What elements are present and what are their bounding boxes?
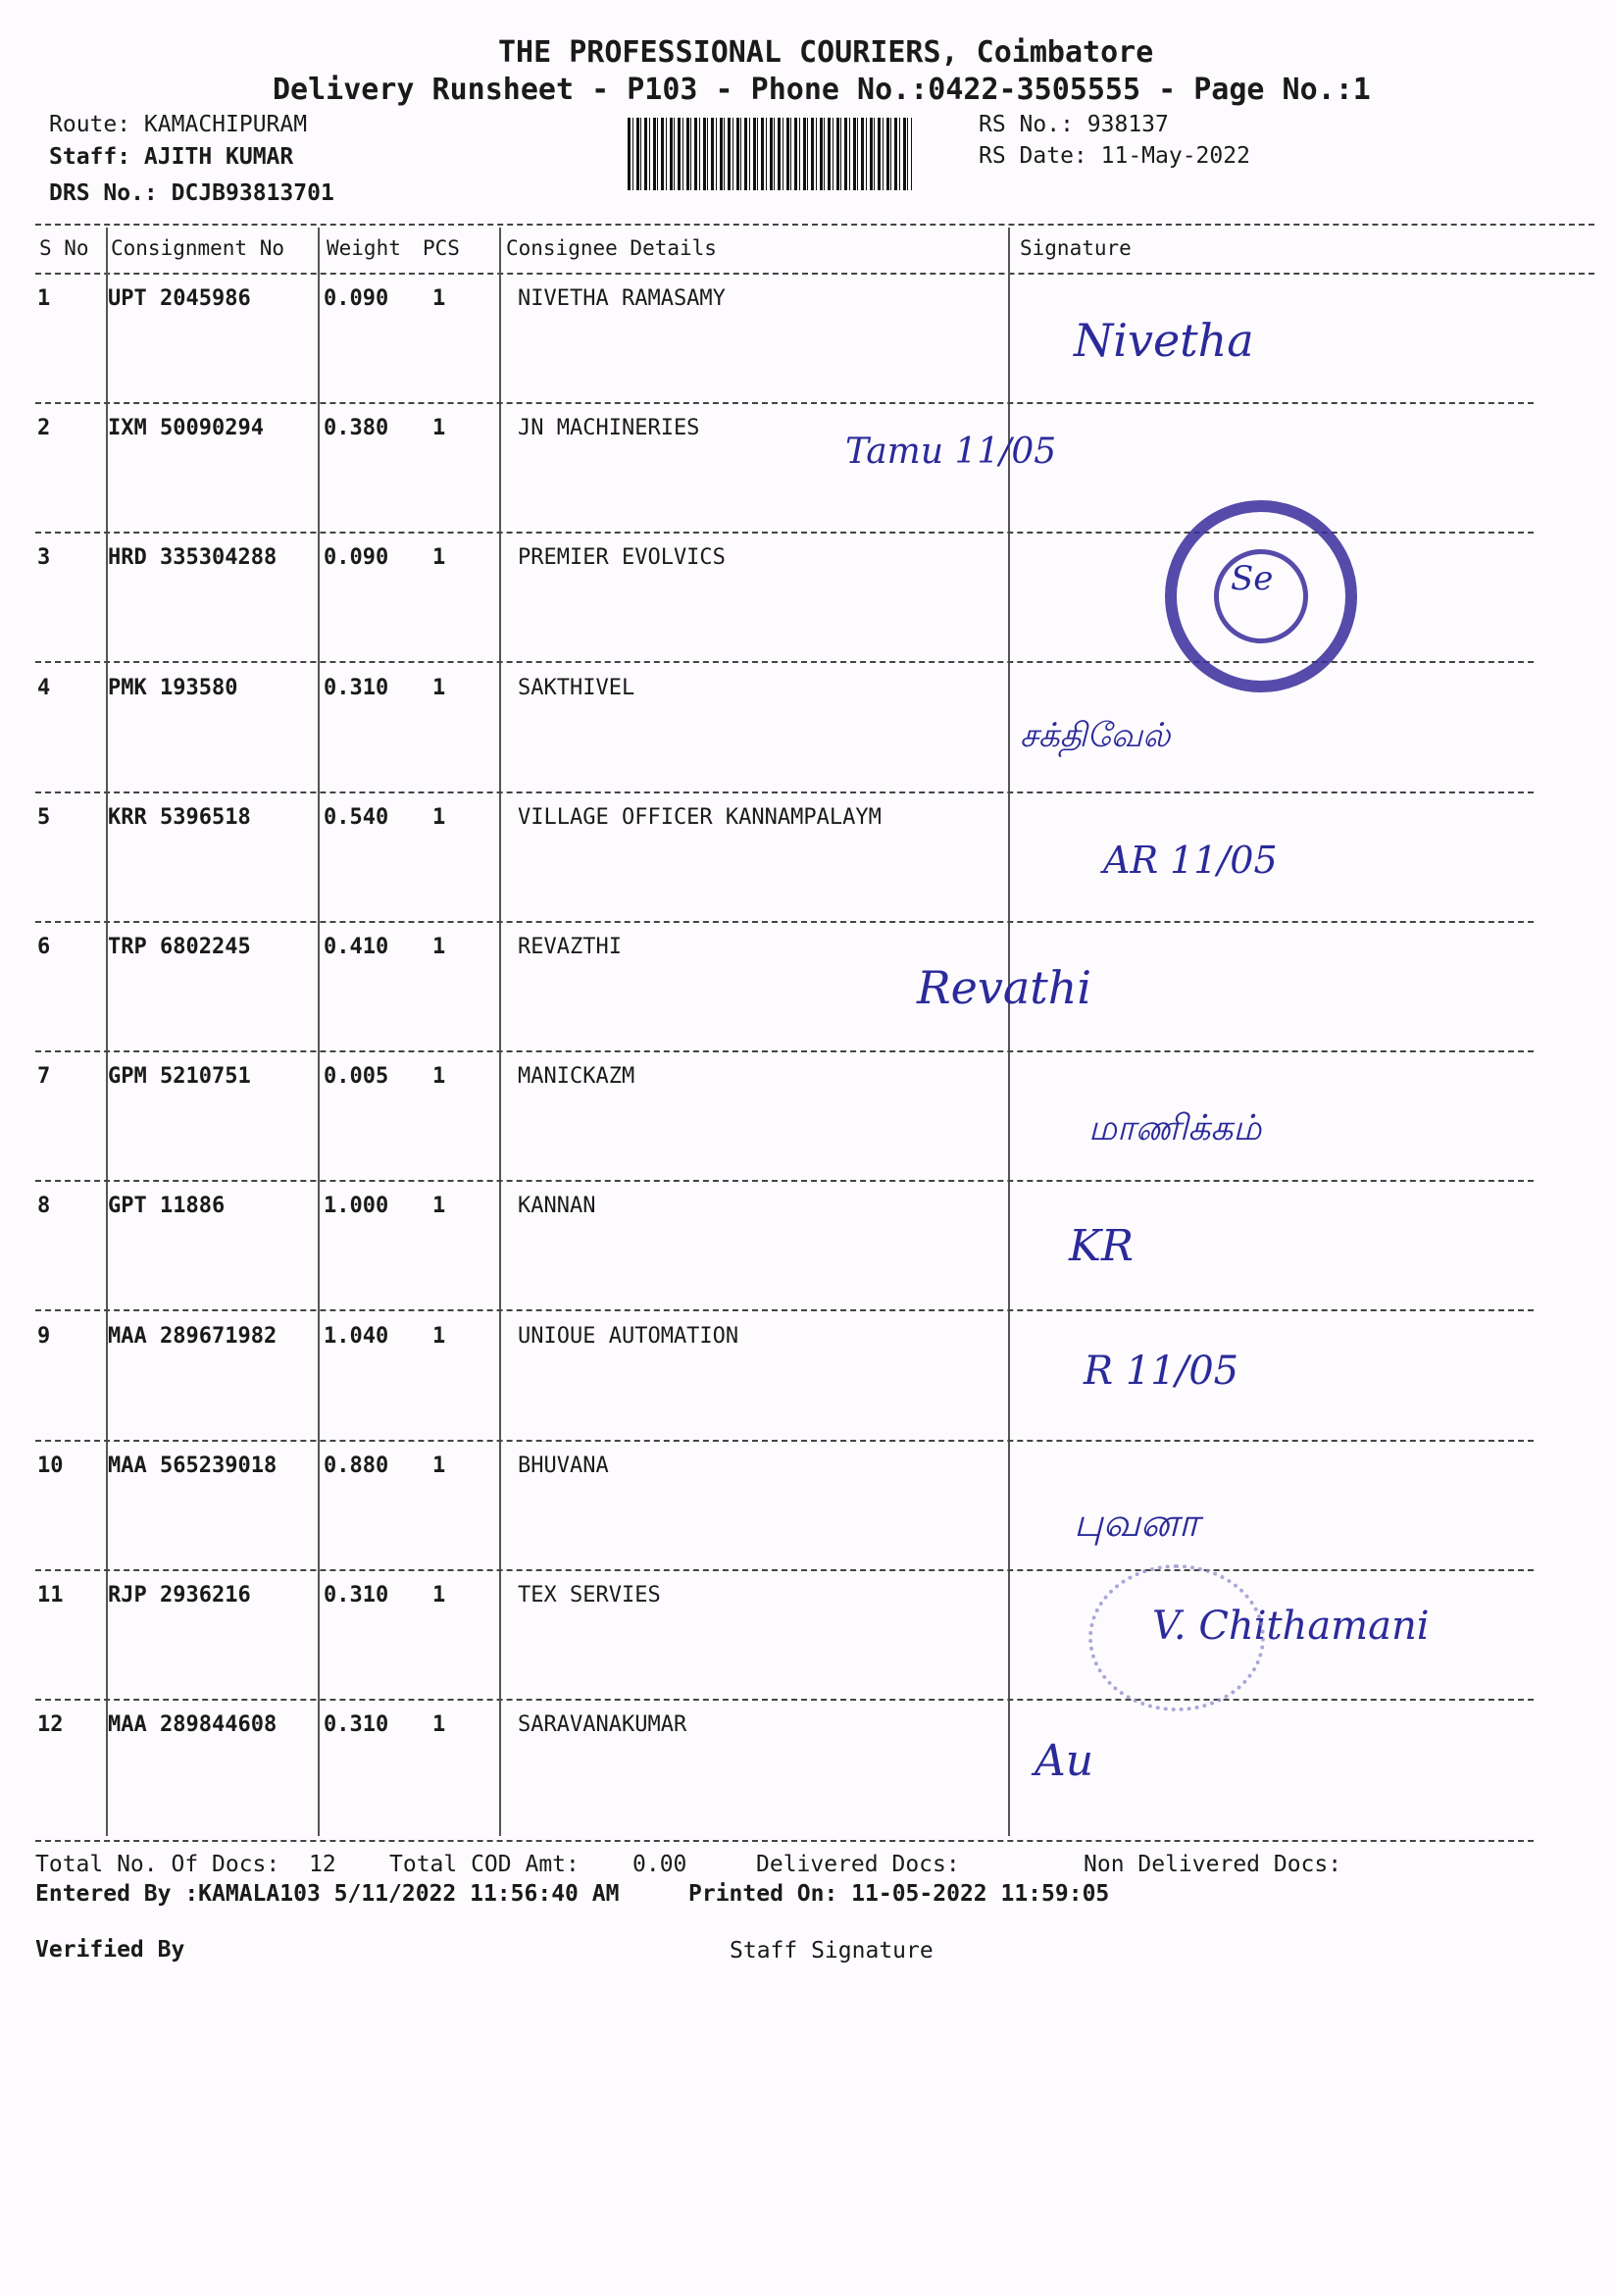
total-docs-label: Total No. Of Docs: [35,1852,280,1877]
printed-on: Printed On: 11-05-2022 11:59:05 [688,1881,1110,1907]
consignment-number: IXM 50090294 [108,416,264,441]
consignment-number: HRD 335304288 [108,545,278,571]
total-docs-value: 12 [309,1852,336,1877]
non-delivered-docs: Non Delivered Docs: [1084,1852,1342,1877]
consignee-name: MANICKAZM [518,1064,635,1090]
staff-label: Staff: AJITH KUMAR [49,144,294,170]
consignment-number: MAA 565239018 [108,1453,278,1478]
consignee-signature: AR 11/05 [1103,839,1278,882]
consignee-signature: R 11/05 [1084,1349,1239,1394]
entered-by: Entered By :KAMALA103 5/11/2022 11:56:40 AM [35,1881,620,1907]
row-separator [35,1180,1534,1182]
weight-value: 1.040 [324,1323,389,1349]
serial-number: 12 [37,1712,64,1738]
delivered-docs: Delivered Docs: [756,1852,960,1877]
row-separator [35,1050,1534,1052]
consignee-name: JN MACHINERIES [518,416,700,441]
consignee-signature: Tamu 11/05 [845,432,1057,472]
consignee-name: SARAVANAKUMAR [518,1712,687,1738]
col-sno: S No [39,236,89,260]
consignee-name: KANNAN [518,1194,596,1219]
barcode [628,118,912,190]
consignee-signature: V. Chithamani [1152,1604,1430,1649]
consignee-name: PREMIER EVOLVICS [518,545,726,571]
table-bottom-rule [35,1840,1534,1842]
consignment-number: PMK 193580 [108,675,238,700]
consignee-signature: Nivetha [1074,314,1254,367]
consignment-number: TRP 6802245 [108,935,251,959]
consignee-name: TEX SERVIES [518,1583,661,1607]
weight-value: 0.090 [324,286,389,311]
consignee-name: BHUVANA [518,1453,609,1478]
serial-number: 2 [37,416,51,441]
consignee-name: NIVETHA RAMASAMY [518,286,726,311]
verified-by: Verified By [35,1937,185,1963]
pcs-value: 1 [432,1194,446,1219]
row-separator [35,1309,1534,1311]
consignee-signature: Au [1035,1736,1094,1786]
consignment-number: MAA 289844608 [108,1712,278,1738]
serial-number: 4 [37,675,51,700]
consignment-number: GPT 11886 [108,1194,226,1219]
premier-stamp [1165,500,1357,692]
weight-value: 0.310 [324,1583,389,1607]
col-consignee: Consignee Details [506,236,717,260]
serial-number: 6 [37,935,51,959]
consignment-number: MAA 289671982 [108,1323,278,1349]
row-separator [35,791,1534,793]
row-separator [35,921,1534,923]
total-cod-value: 0.00 [632,1852,687,1877]
pcs-value: 1 [432,675,446,700]
consignee-name: SAKTHIVEL [518,675,635,700]
row-separator [35,402,1534,404]
staff-signature-label: Staff Signature [730,1938,934,1964]
col-separator [318,228,320,1836]
serial-number: 7 [37,1064,51,1090]
pcs-value: 1 [432,286,446,311]
drs-number: DRS No.: DCJB93813701 [49,180,334,206]
weight-value: 0.410 [324,935,389,959]
col-signature: Signature [1020,236,1132,260]
consignment-number: UPT 2045986 [108,286,251,311]
pcs-value: 1 [432,1453,446,1478]
weight-value: 0.540 [324,804,389,830]
route-label: Route: KAMACHIPURAM [49,112,308,137]
document-subtitle: Delivery Runsheet - P103 - Phone No.:0422-3505555 - Page No.:1 [273,73,1371,107]
row-separator [35,1569,1534,1571]
rs-date: RS Date: 11-May-2022 [979,143,1250,169]
serial-number: 1 [37,286,51,311]
consignment-number: RJP 2936216 [108,1583,251,1607]
col-pcs: PCS [423,236,460,260]
serial-number: 10 [37,1453,64,1478]
consignee-signature: Revathi [917,961,1092,1014]
consignee-signature: மாணிக்கம் [1088,1108,1262,1148]
pcs-value: 1 [432,416,446,441]
serial-number: 8 [37,1194,51,1219]
consignee-signature: Se [1231,559,1274,598]
weight-value: 0.090 [324,545,389,571]
col-weight: Weight [327,236,401,260]
row-separator [35,1440,1534,1442]
serial-number: 11 [37,1583,64,1607]
consignee-signature: புவனா [1074,1501,1199,1546]
col-consignment: Consignment No [111,236,285,260]
serial-number: 3 [37,545,51,571]
weight-value: 0.005 [324,1064,389,1090]
consignment-number: GPM 5210751 [108,1064,251,1090]
weight-value: 1.000 [324,1194,389,1219]
consignee-name: UNIOUE AUTOMATION [518,1323,739,1349]
pcs-value: 1 [432,1712,446,1738]
consignee-signature: சக்திவேல் [1020,716,1171,755]
consignee-name: REVAZTHI [518,935,622,959]
weight-value: 0.380 [324,416,389,441]
pcs-value: 1 [432,935,446,959]
pcs-value: 1 [432,1323,446,1349]
weight-value: 0.310 [324,1712,389,1738]
row-separator [35,1699,1534,1701]
serial-number: 5 [37,804,51,830]
pcs-value: 1 [432,804,446,830]
total-cod-label: Total COD Amt: [389,1852,580,1877]
weight-value: 0.310 [324,675,389,700]
consignee-name: VILLAGE OFFICER KANNAMPALAYM [518,804,882,830]
pcs-value: 1 [432,1064,446,1090]
rs-number: RS No.: 938137 [979,112,1169,137]
serial-number: 9 [37,1323,51,1349]
pcs-value: 1 [432,1583,446,1607]
table-header-rule [35,273,1594,275]
round-seal [1088,1564,1265,1711]
consignee-signature: KR [1069,1221,1134,1271]
table-top-rule [35,224,1594,226]
consignment-number: KRR 5396518 [108,804,251,830]
pcs-value: 1 [432,545,446,571]
weight-value: 0.880 [324,1453,389,1478]
document-title: THE PROFESSIONAL COURIERS, Coimbatore [498,35,1154,70]
col-separator [499,228,501,1836]
